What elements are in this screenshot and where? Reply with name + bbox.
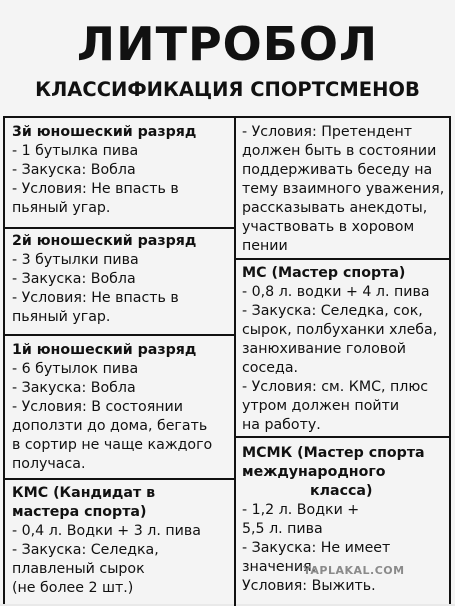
row-divider (5, 478, 234, 480)
page-subtitle: КЛАССИФИКАЦИЯ СПОРТСМЕНОВ (35, 78, 420, 101)
rank-line: - Условия: Не впасть в (12, 181, 179, 197)
rank-kms-conditions (242, 123, 444, 256)
rank-line: - Условия: Не впасть в (12, 290, 179, 306)
page-title: ЛИТРОБОЛ (76, 17, 379, 71)
rank-line: - 3 бутылки пива (12, 252, 139, 268)
rank-line: - Закуска: Вобла (12, 380, 136, 396)
rank-line: - Закуска: Не имеет (242, 540, 391, 556)
rank-line: плавленый сырок (12, 561, 145, 577)
rank-title: МС (Мастер спорта) (242, 265, 406, 281)
rank-line: (не более 2 шт.) (12, 580, 134, 596)
rank-line: поддерживать беседу на (242, 162, 433, 178)
row-divider (236, 258, 451, 260)
rank-line: соседа. (242, 360, 299, 376)
rank-1-junior (12, 341, 212, 474)
rank-line: - 0,4 л. Водки + 3 л. пива (12, 523, 201, 539)
rank-line: пении (242, 238, 288, 254)
rank-title: 1й юношеский разряд (12, 342, 197, 358)
rank-line: рассказывать анекдоты, (242, 200, 428, 216)
rank-title: класса) (310, 483, 373, 499)
rank-line: тему взаимного уважения, (242, 181, 445, 197)
rank-line: 5,5 л. пива (242, 521, 323, 537)
rank-kms (12, 484, 201, 598)
rank-line: пьяный угар. (12, 309, 111, 325)
rank-line: - Закуска: Селедка, сок, (242, 303, 423, 319)
rank-2-junior (12, 232, 196, 327)
rank-title: мастера спорта) (12, 504, 147, 520)
rank-line: - Условия: В состоянии (12, 399, 183, 415)
rank-line: - Условия: см. КМС, плюс (242, 379, 429, 395)
rank-ms (242, 264, 437, 435)
rank-line: пьяный угар. (12, 200, 111, 216)
rank-line: - 1,2 л. Водки + (242, 502, 360, 518)
rank-line: - 0,8 л. водки + 4 л. пива (242, 284, 430, 300)
classification-table (3, 116, 451, 604)
rank-line: значения. (242, 559, 317, 575)
rank-line: сырок, полбуханки хлеба, (242, 322, 438, 338)
rank-line: Условия: Выжить. (242, 578, 376, 594)
rank-line: получаса. (12, 456, 86, 472)
rank-3-junior (12, 123, 196, 218)
row-divider (236, 436, 451, 438)
rank-line: участвовать в хоровом (242, 219, 415, 235)
rank-line: - Условия: Претендент (242, 124, 412, 140)
rank-line: на работу. (242, 417, 321, 433)
rank-line: - Закуска: Вобла (12, 162, 136, 178)
rank-line: должен быть в состоянии (242, 143, 437, 159)
rank-title: международного (242, 464, 386, 480)
rank-line: - 1 бутылка пива (12, 143, 139, 159)
rank-line: в сортир не чаще каждого (12, 437, 213, 453)
rank-line: - Закуска: Селедка, (12, 542, 159, 558)
rank-line: занюхивание головой (242, 341, 407, 357)
rank-line: доползти до дома, бегать (12, 418, 208, 434)
rank-title: 2й юношеский разряд (12, 233, 197, 249)
row-divider (5, 334, 234, 336)
rank-line: - Закуска: Вобла (12, 271, 136, 287)
rank-title: КМС (Кандидат в (12, 485, 156, 501)
rank-title: 3й юношеский разряд (12, 124, 197, 140)
row-divider (5, 227, 234, 229)
column-divider (234, 118, 236, 606)
rank-title: МСМК (Мастер спорта (242, 445, 425, 461)
watermark: YAPLAKAL.COM (303, 564, 405, 577)
rank-line: утром должен пойти (242, 398, 400, 414)
rank-line: - 6 бутылок пива (12, 361, 139, 377)
